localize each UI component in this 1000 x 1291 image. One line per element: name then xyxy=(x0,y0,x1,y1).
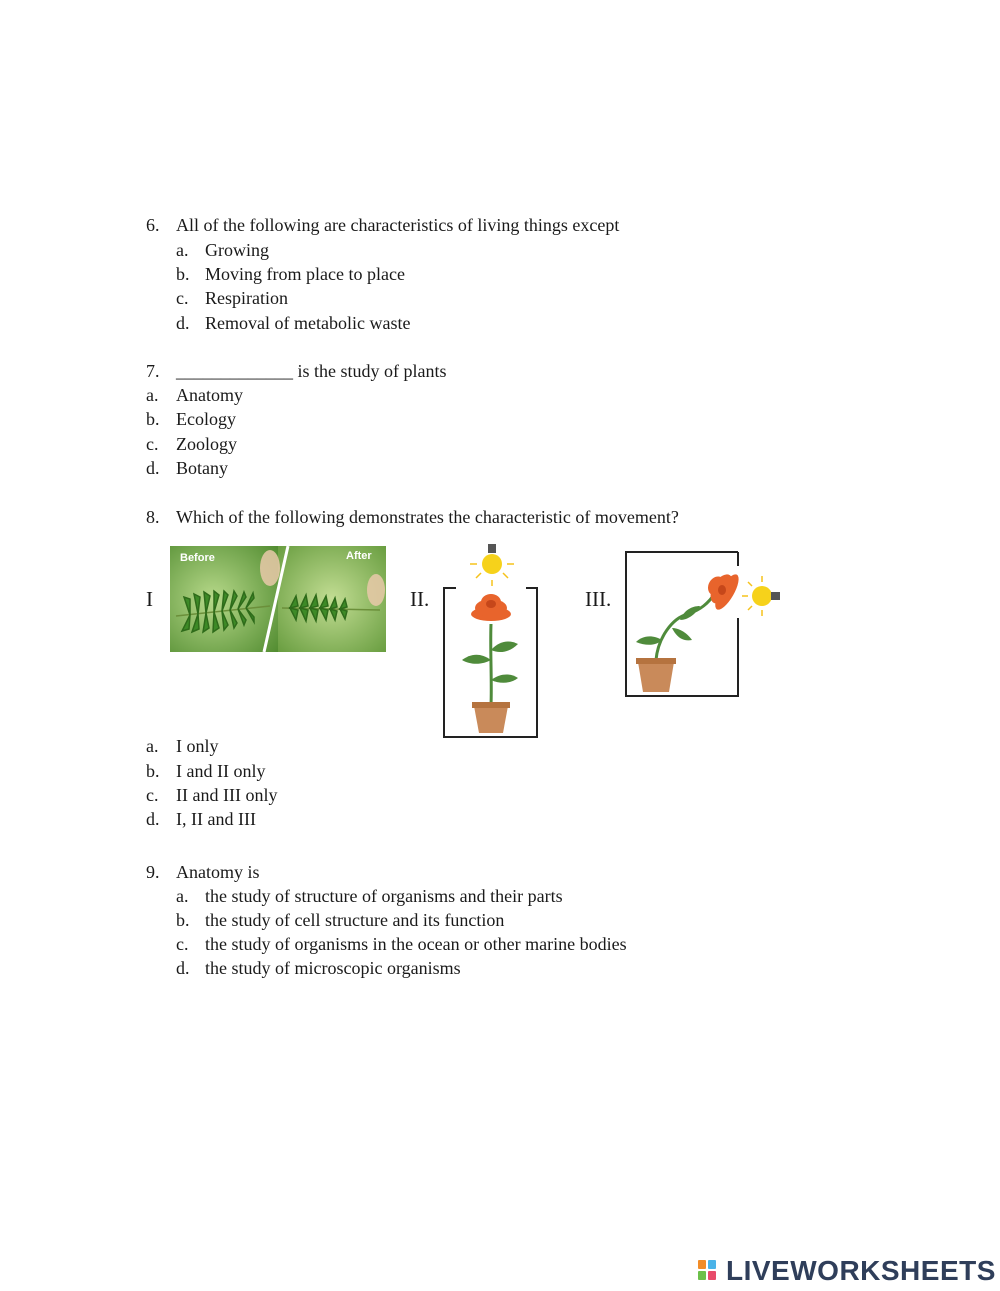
after-label: After xyxy=(346,550,372,562)
question-text: All of the following are characteristics of living things except xyxy=(176,215,620,235)
question-text: _____________ is the study of plants xyxy=(176,361,447,381)
option-text: Anatomy xyxy=(176,385,243,405)
light-bulb-icon xyxy=(470,544,514,586)
option-letter: b. xyxy=(176,264,190,284)
option-text: I, II and III xyxy=(176,809,256,829)
option-text: Growing xyxy=(205,240,269,260)
logo-text: LIVEWORKSHEETS xyxy=(726,1255,996,1286)
option-letter: d. xyxy=(146,809,160,829)
option-text: Respiration xyxy=(205,288,288,308)
option-text: Removal of metabolic waste xyxy=(205,313,411,333)
option-letter: a. xyxy=(176,886,189,906)
option-text: the study of microscopic organisms xyxy=(205,958,461,978)
option-letter: a. xyxy=(146,736,159,756)
option-text: Zoology xyxy=(176,434,237,454)
logo-tiles-icon xyxy=(698,1260,720,1282)
upright-plant xyxy=(462,594,518,733)
before-label: Before xyxy=(180,552,215,564)
question-text: Anatomy is xyxy=(176,862,260,882)
figure-label-ii: II. xyxy=(410,587,430,611)
option-text: Ecology xyxy=(176,409,236,429)
option-letter: d. xyxy=(146,458,160,478)
option-text: I and II only xyxy=(176,761,266,781)
plant-light-top xyxy=(440,540,540,740)
option-letter: c. xyxy=(146,785,159,805)
option-letter: a. xyxy=(146,385,159,405)
light-bulb-icon xyxy=(742,576,780,616)
question-number: 6. xyxy=(146,215,160,235)
option-letter: a. xyxy=(176,240,189,260)
mimosa-photo xyxy=(170,546,386,652)
figure-label-i: I xyxy=(146,587,153,611)
option-text: I only xyxy=(176,736,219,756)
bending-plant xyxy=(636,565,743,692)
plant-light-side xyxy=(622,548,787,700)
option-letter: c. xyxy=(146,434,159,454)
option-letter: b. xyxy=(146,409,160,429)
option-text: the study of cell structure and its function xyxy=(205,910,505,930)
option-text: Moving from place to place xyxy=(205,264,405,284)
option-text: Botany xyxy=(176,458,228,478)
option-letter: d. xyxy=(176,958,190,978)
figure-label-iii: III. xyxy=(585,587,612,611)
option-letter: c. xyxy=(176,934,189,954)
liveworksheets-logo[interactable] xyxy=(696,1255,996,1287)
option-letter: d. xyxy=(176,313,190,333)
question-text: Which of the following demonstrates the characteristic of movement? xyxy=(176,507,679,527)
option-text: the study of organisms in the ocean or other marine bodies xyxy=(205,934,627,954)
option-letter: b. xyxy=(146,761,160,781)
option-letter: c. xyxy=(176,288,189,308)
option-text: the study of structure of organisms and their parts xyxy=(205,886,563,906)
option-letter: b. xyxy=(176,910,190,930)
question-number: 9. xyxy=(146,862,160,882)
question-number: 7. xyxy=(146,361,160,381)
option-text: II and III only xyxy=(176,785,278,805)
question-number: 8. xyxy=(146,507,160,527)
